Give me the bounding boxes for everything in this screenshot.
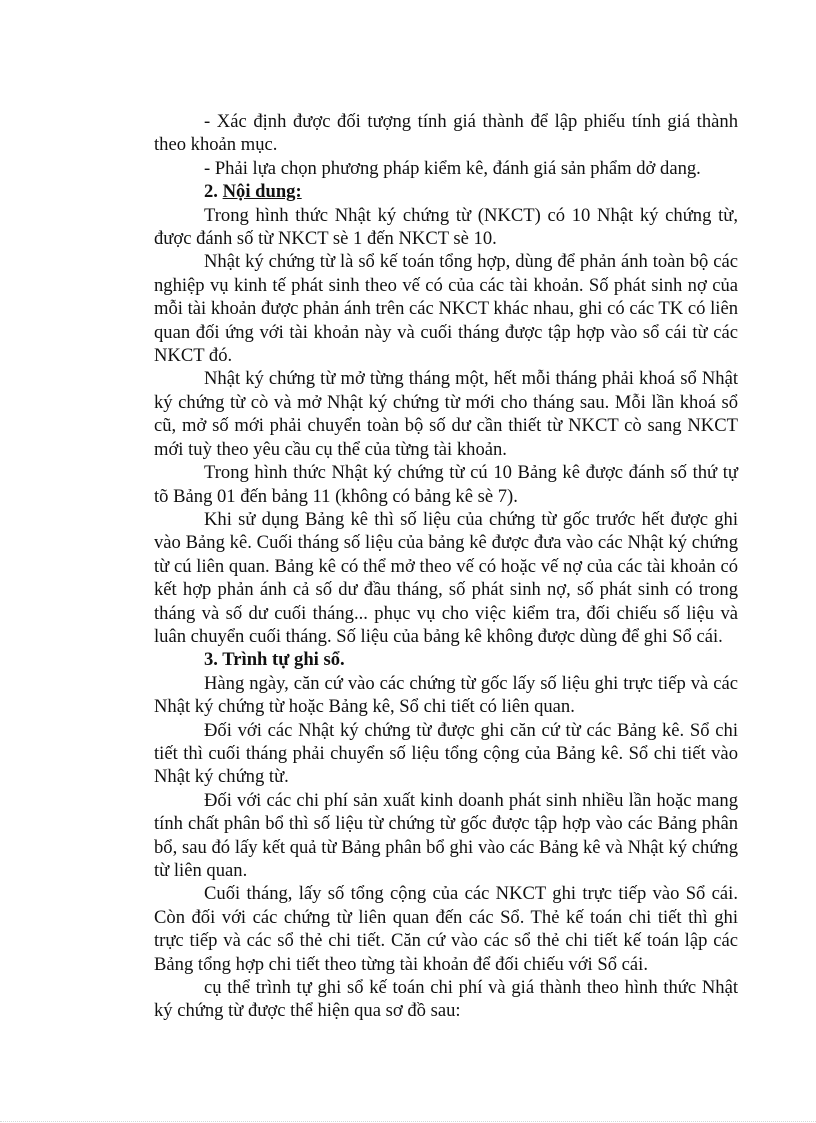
section3-paragraph-4: Cuối tháng, lấy số tổng cộng của các NKCT ghi trực tiếp vào Sổ cái. Còn đối với các chứng từ liên quan đến các Sổ. Thẻ kế toán chi tiết thì ghi trực tiếp và các sổ thẻ chi tiết. Căn cứ vào các sổ thẻ chi tiết kế toán lập các Bảng tổng hợp chi tiết theo từng tài khoản để đối chiếu với Sổ cái.: [154, 883, 738, 975]
page-bottom-divider: [0, 1121, 816, 1122]
intro-paragraph-1: - Xác định được đối tượng tính giá thành để lập phiếu tính giá thành theo khoản mục.: [154, 111, 738, 156]
section3-paragraph-1: Hàng ngày, căn cứ vào các chứng từ gốc lấy số liệu ghi trực tiếp và các Nhật ký chứng từ hoặc Bảng kê, Sổ chi tiết có liên quan.: [154, 672, 738, 718]
section-heading-2: [154, 180, 738, 203]
section2-paragraph-2: Nhật ký chứng từ là sổ kế toán tổng hợp, dùng để phản ánh toàn bộ các nghiệp vụ kinh tế phát sinh theo vế có của các tài khoản. Số phát sinh nợ của mỗi tài khoản được phản ánh trên các NKCT khác nhau, ghi có các TK có liên quan đối ứng với tài khoản này và cuối tháng được tập hợp vào sổ cái từ các NKCT đó.: [154, 251, 738, 367]
section-heading-3: [154, 648, 738, 671]
section2-paragraph-3: Nhật ký chứng từ mở từng tháng một, hết mỗi tháng phải khoá sổ Nhật ký chứng từ cò và mở Nhật ký chứng từ mới cho tháng sau. Mỗi lần khoá sổ cũ, mở số mới phải chuyển toàn bộ số dư cần thiết từ NKCT cò sang NKCT mới tuỳ theo yêu cầu cụ thể của từng tài khoản.: [154, 368, 738, 460]
document-body: [154, 110, 738, 1023]
section3-paragraph-5: cụ thể trình tự ghi sổ kế toán chi phí và giá thành theo hình thức Nhật ký chứng từ được thể hiện qua sơ đồ sau:: [154, 977, 738, 1022]
section-title: Nội dung:: [222, 181, 302, 203]
intro-paragraph-2: - Phải lựa chọn phương pháp kiểm kê, đánh giá sản phẩm dở dang.: [204, 157, 701, 179]
section3-paragraph-2: Đối với các Nhật ký chứng từ được ghi căn cứ từ các Bảng kê. Sổ chi tiết thì cuối tháng phải chuyển số liệu tổng cộng của Bảng kê. Sổ chi tiết vào Nhật ký chứng từ.: [154, 719, 738, 788]
section-number: 2.: [204, 181, 218, 203]
section-title: Trình tự ghi sổ.: [222, 649, 345, 671]
section-number: 3.: [204, 649, 218, 671]
section3-paragraph-3: Đối với các chi phí sản xuất kinh doanh phát sinh nhiều lần hoặc mang tính chất phân bổ thì số liệu từ chứng từ gốc được tập hợp vào các Bảng phân bổ, sau đó lấy kết quả từ Bảng phân bổ ghi vào các Bảng kê và Nhật ký chứng từ liên quan.: [154, 789, 738, 881]
section2-paragraph-1: Trong hình thức Nhật ký chứng từ (NKCT) có 10 Nhật ký chứng từ, được đánh số từ NKCT sè 1 đến NKCT sè 10.: [154, 204, 738, 250]
section2-paragraph-4: Trong hình thức Nhật ký chứng từ cú 10 Bảng kê được đánh số thứ tự tõ Bảng 01 đến bảng 11 (không có bảng kê sè 7).: [154, 462, 738, 507]
section2-paragraph-5: Khi sử dụng Bảng kê thì số liệu của chứng từ gốc trước hết được ghi vào Bảng kê. Cuối tháng số liệu của bảng kê được đưa vào các Nhật ký chứng từ cú liên quan. Bảng kê có thể mở theo vế có hoặc vế nợ của các tài khoản có kết hợp phản ánh cả số dư đầu tháng, số phát sinh nợ, số phát sinh có trong tháng và số dư cuối tháng... phục vụ cho việc kiểm tra, đối chiếu số liệu và luân chuyển cuối tháng. Số liệu của bảng kê không được dùng để ghi Sổ cái.: [154, 508, 738, 647]
